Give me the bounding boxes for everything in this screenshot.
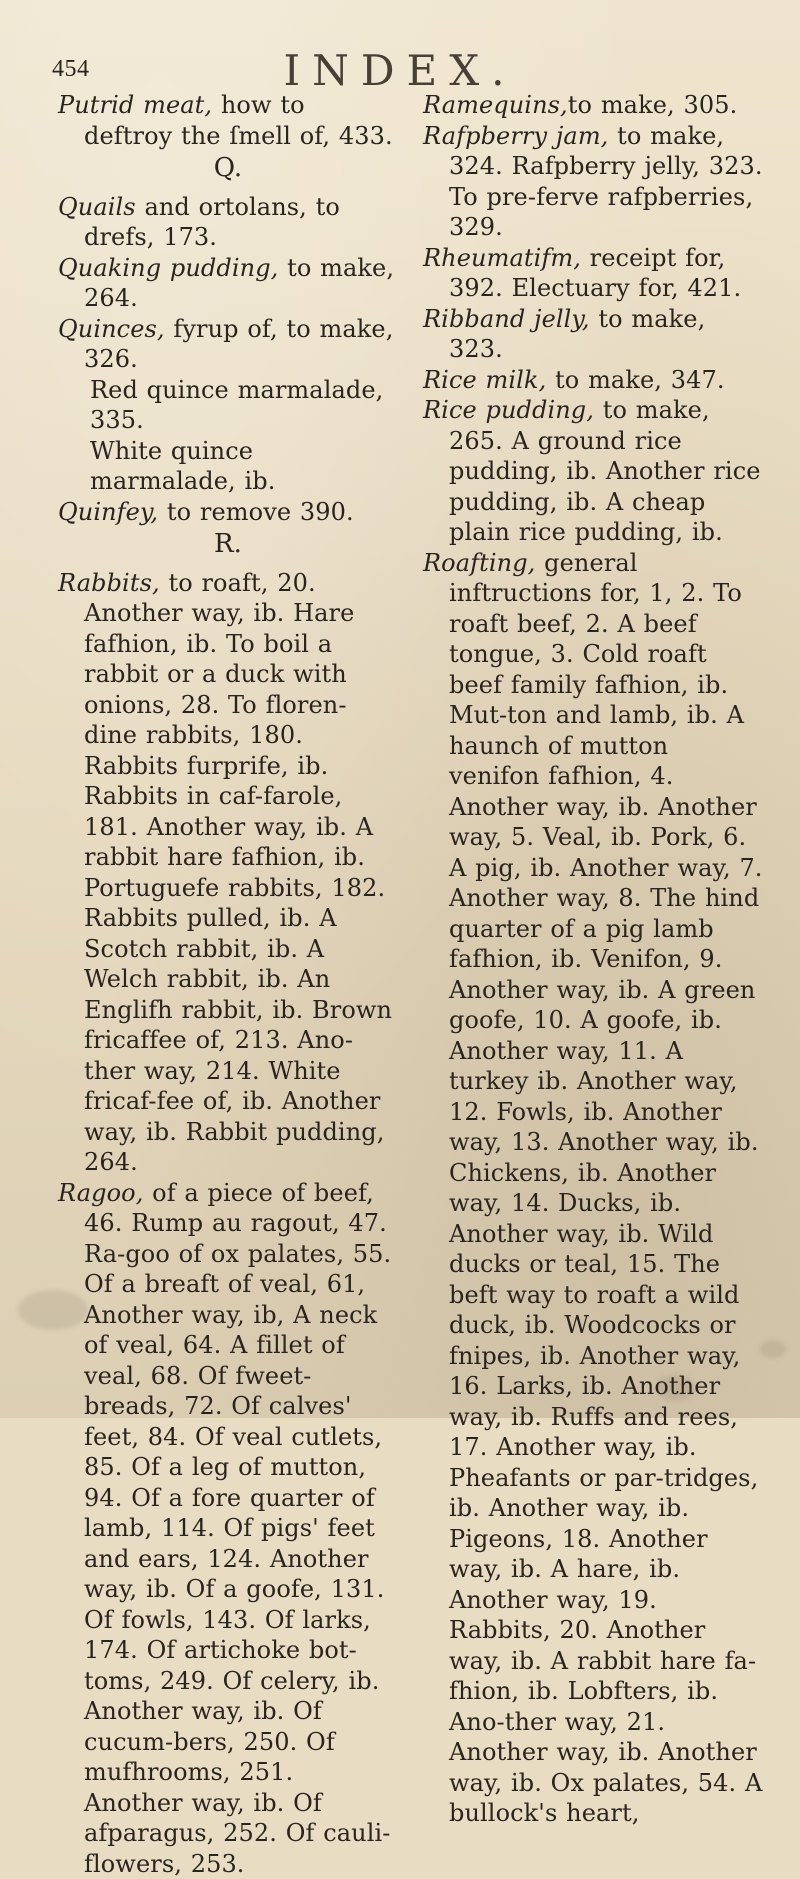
- index-entry: [58, 1178, 398, 1879]
- entry-text: general inftructions for, 1, 2. To roaft beef, 2. A beef tongue, 3. Cold roaft beef family fafhion, ib. Mut-ton and lamb, ib. A haunch of mutton venifon fafhion, 4. Another way, ib. Another way, 5. Veal, ib. Pork, 6. A pig, ib. Another way, 7. Another way, 8. The hind quarter of a pig lamb fafhion, ib. Venifon, 9. Another way, ib. A green goofe, 10. A goofe, ib. Another way, 11. A turkey ib. Another way, 12. Fowls, ib. Another way, 13. Another way, ib. Chickens, ib. Another way, 14. Ducks, ib. Another way, ib. Wild ducks or teal, 15. The beft way to roaft a wild duck, ib. Woodcocks or fnipes, ib. Another way, 16. Larks, ib. Another way, ib. Ruffs and rees, 17. Another way, ib. Pheafants or par-tridges, ib. Another way, ib. Pigeons, 18. Another way, ib. A hare, ib. Another way, 19. Rabbits, 20. Another way, ib. A rabbit hare fa-fhion, ib. Lobfters, ib. Ano-ther way, 21. Another way, ib. Another way, ib. Ox palates, 54. A bullock's heart,: [449, 549, 763, 1828]
- entry-heading: Rheumatifm,: [423, 244, 581, 272]
- entry-text: to roaft, 20. Another way, ib. Hare fafhion, ib. To boil a rabbit or a duck with onions, 28. To floren-dine rabbits, 180. Rabbits furprife, ib. Rabbits in caf-farole, 181. Another way, ib. A rabbit hare fafhion, ib. Portuguefe rabbits, 182. Rabbits pulled, ib. A Scotch rabbit, ib. A Welch rabbit, ib. An Englifh rabbit, ib. Brown fricaffee of, 213. Ano-ther way, 214. White fricaf-fee of, ib. Another way, ib. Rabbit pudding, 264.: [84, 569, 392, 1177]
- page-stain: [760, 1340, 786, 1358]
- entry-heading: Rice milk,: [423, 366, 546, 394]
- entry-heading: Quaking pudding,: [58, 254, 278, 282]
- index-entry: [58, 568, 398, 1178]
- right-column: [423, 90, 763, 1390]
- index-entry: [423, 395, 763, 548]
- entry-heading: Quinces,: [58, 315, 165, 343]
- entry-text: to make, 264.: [84, 254, 394, 313]
- index-entry: [423, 548, 763, 1829]
- left-column: [58, 90, 398, 1390]
- entry-heading: Putrid meat,: [58, 91, 212, 119]
- entry-text: how to deftroy the ſmell of, 433.: [84, 91, 393, 150]
- entry-text: to make, 324. Rafpberry jelly, 323. To pre-ferve rafpberries, 329.: [449, 122, 763, 242]
- running-head: INDEX.: [0, 46, 800, 95]
- page-number: 454: [52, 56, 90, 83]
- entry-text: of a piece of beef, 46. Rump au ragout, 47. Ra-goo of ox palates, 55. Of a breaft of veal, 61, Another way, ib, A neck of veal, 64. A fillet of veal, 68. Of fweet-breads, 72. Of calves' feet, 84. Of veal cutlets, 85. Of a leg of mutton, 94. Of a fore quarter of lamb, 114. Of pigs' feet and ears, 124. Another way, ib. Of a goofe, 131. Of fowls, 143. Of larks, 174. Of artichoke bot-toms, 249. Of celery, ib. Another way, ib. Of cucum-bers, 250. Of mufhrooms, 251. Another way, ib. Of afparagus, 252. Of cauli-flowers, 253.: [84, 1179, 391, 1878]
- entry-heading: Quails: [58, 193, 136, 221]
- entry-heading: Rice pudding,: [423, 396, 594, 424]
- page-header: [0, 38, 800, 98]
- index-subentry: Red quince marmalade, 335.: [58, 375, 398, 436]
- index-entry: [423, 121, 763, 243]
- entry-heading: Ribband jelly,: [423, 305, 590, 333]
- index-entry: [423, 243, 763, 304]
- section-letter: Q.: [58, 153, 398, 184]
- entry-heading: Quinfey,: [58, 498, 158, 526]
- entry-text: and ortolans, to drefs, 173.: [84, 193, 340, 252]
- index-entry: [58, 314, 398, 375]
- index-entry: [58, 90, 398, 151]
- index-entry: [423, 304, 763, 365]
- entry-heading: Roafting,: [423, 549, 535, 577]
- index-entry: [423, 365, 763, 396]
- entry-text: receipt for, 392. Electuary for, 421.: [449, 244, 741, 303]
- index-entry: [58, 497, 398, 528]
- index-subentry: White quince marmalade, ib.: [58, 436, 398, 497]
- entry-text: to remove 390.: [158, 498, 354, 526]
- entry-heading: Ramequins,: [423, 91, 568, 119]
- entry-heading: Ragoo,: [58, 1179, 143, 1207]
- entry-text: to make, 347.: [546, 366, 724, 394]
- entry-heading: Rafpberry jam,: [423, 122, 608, 150]
- entry-heading: Rabbits,: [58, 569, 160, 597]
- index-entry: [423, 90, 763, 121]
- entry-text: to make, 265. A ground rice pudding, ib. Another rice pudding, ib. A cheap plain rice pudding, ib.: [449, 396, 761, 546]
- entry-text: to make, 323.: [449, 305, 705, 364]
- section-letter: R.: [58, 529, 398, 560]
- index-entry: [58, 192, 398, 253]
- entry-text: to make, 305.: [568, 91, 738, 119]
- index-entry: [58, 253, 398, 314]
- entry-text: fyrup of, to make, 326.: [84, 315, 393, 374]
